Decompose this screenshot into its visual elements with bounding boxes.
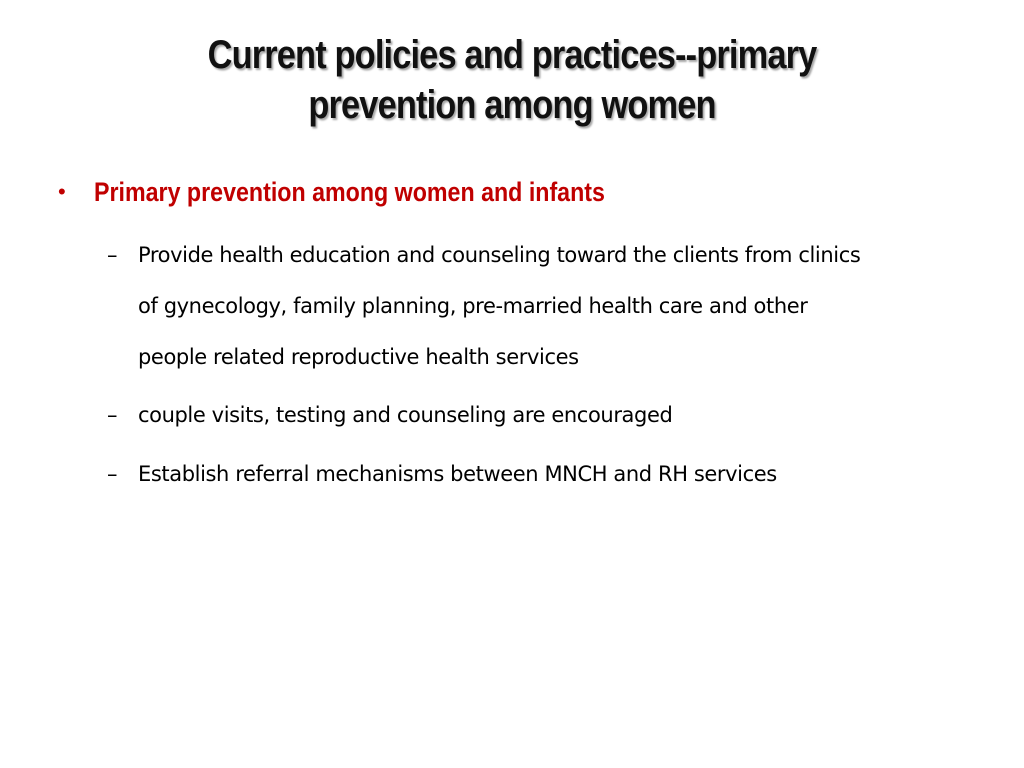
sub-bullet-3-text bbox=[138, 449, 968, 500]
slide-title-line-2: prevention among women bbox=[308, 83, 716, 127]
sub-bullet-1-line-3: people related reproductive health services bbox=[138, 345, 579, 369]
sub-bullet-1-line-1: Provide health education and counseling toward the clients from clinics bbox=[138, 243, 861, 267]
sub-bullet-3-line-1: Establish referral mechanisms between MNCH and RH services bbox=[138, 462, 777, 486]
bullet-marker: • bbox=[58, 179, 66, 204]
sub-bullet-2-text bbox=[138, 390, 968, 441]
dash-marker: – bbox=[107, 462, 118, 486]
dash-marker: – bbox=[107, 403, 118, 427]
sub-bullet-1-text bbox=[138, 230, 968, 383]
main-bullet-label: Primary prevention among women and infants bbox=[94, 177, 605, 207]
slide-title-line-1: Current policies and practices--primary bbox=[207, 33, 817, 77]
dash-marker: – bbox=[107, 243, 118, 267]
sub-bullet-1-line-2: of gynecology, family planning, pre-married health care and other bbox=[138, 294, 808, 318]
sub-bullet-2-line-1: couple visits, testing and counseling are encouraged bbox=[138, 403, 673, 427]
